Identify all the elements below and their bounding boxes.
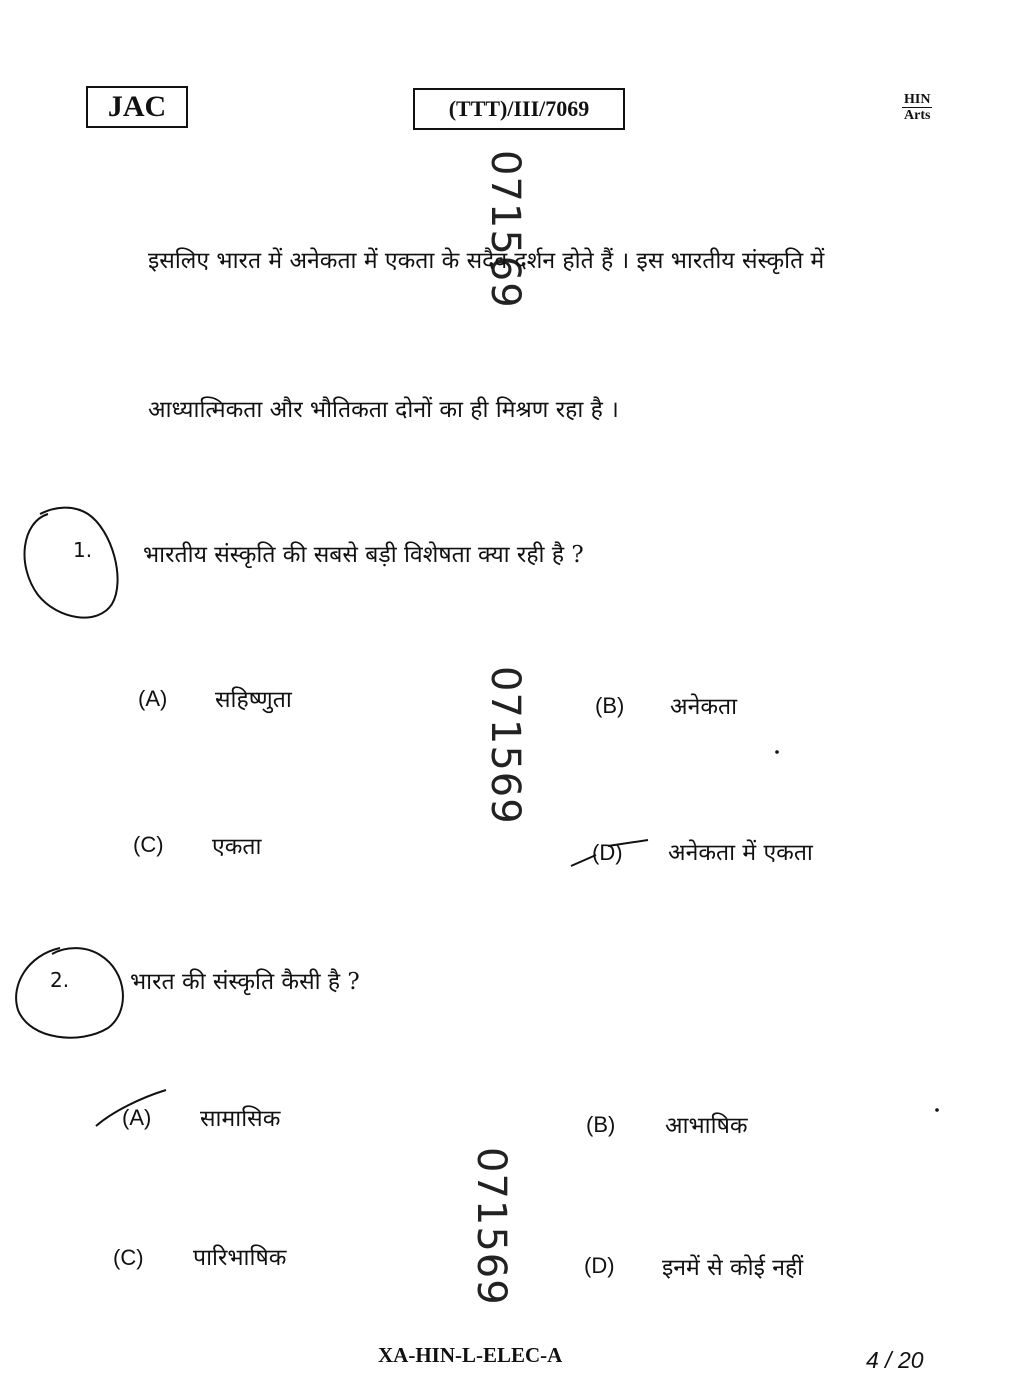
subject-code-line1: HIN — [904, 92, 931, 107]
board-label: JAC — [86, 86, 188, 128]
vertical-stamp-number: 071569 — [482, 150, 528, 309]
passage-line: इसलिए भारत में अनेकता में एकता के सदैव दर्शन होते हैं । इस भारतीय संस्कृति में — [148, 248, 825, 274]
option-text: सामासिक — [200, 1106, 281, 1132]
vertical-stamp-number: 071569 — [482, 666, 528, 825]
option-label: (C) — [113, 1245, 144, 1270]
passage-line: आध्यात्मिकता और भौतिकता दोनों का ही मिश्रण रहा है । — [148, 397, 619, 423]
circle-mark-q1 — [25, 508, 118, 618]
option-label: (A) — [122, 1105, 152, 1130]
question-number: 1. — [73, 538, 93, 562]
paper-code: (TTT)/III/7069 — [413, 88, 625, 130]
subject-code — [902, 92, 932, 124]
option-text: अनेकता में एकता — [668, 840, 813, 866]
option-label: (A) — [138, 686, 168, 711]
subject-code-line2: Arts — [904, 108, 931, 124]
option-text: सहिष्णुता — [215, 687, 292, 713]
option-text: एकता — [212, 834, 262, 860]
page-number: 4 / 20 — [866, 1347, 924, 1373]
vertical-stamp-number: 071569 — [468, 1147, 514, 1306]
option-text: अनेकता — [670, 694, 738, 720]
question-text: भारतीय संस्कृति की सबसे बड़ी विशेषता क्या रही है ? — [143, 542, 584, 568]
question-text: भारत की संस्कृति कैसी है ? — [130, 969, 360, 995]
option-label: (D) — [592, 840, 623, 865]
option-label: (B) — [586, 1112, 616, 1137]
option-label: (D) — [584, 1253, 615, 1278]
option-label: (B) — [595, 693, 625, 718]
option-text: पारिभाषिक — [193, 1245, 287, 1271]
footer-code: XA-HIN-L-ELEC-A — [378, 1343, 563, 1367]
option-text: आभाषिक — [665, 1113, 748, 1139]
circle-mark-q2 — [16, 948, 123, 1038]
question-number: 2. — [50, 968, 70, 992]
option-text: इनमें से कोई नहीं — [662, 1255, 804, 1281]
option-label: (C) — [133, 832, 164, 857]
